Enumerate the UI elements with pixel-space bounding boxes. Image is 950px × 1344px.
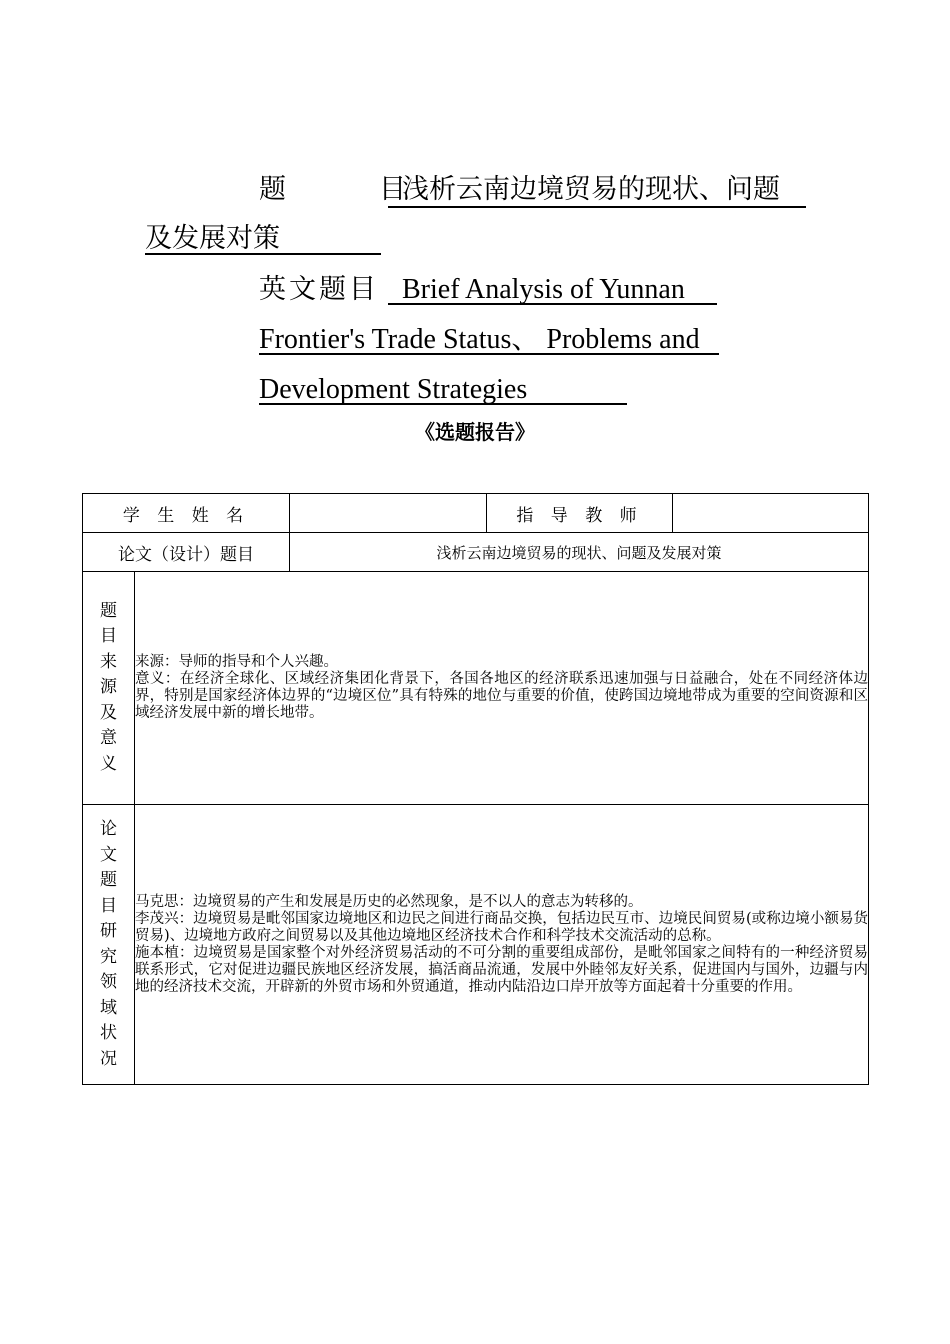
section1-label: 题 目 来 源 及 意 义 (83, 572, 135, 805)
student-name-label: 学 生 姓 名 (83, 494, 290, 533)
thesis-title-value: 浅析云南边境贸易的现状、问题及发展对策 (290, 533, 869, 572)
row-names (83, 494, 869, 533)
title-en-line2: Frontier's Trade Status、 Problems and (259, 326, 719, 355)
section2-limaoxing: 李茂兴：边境贸易是毗邻国家边境地区和边民之间进行商品交换，包括边民互市、边境民间贸易(或称边境小额易货贸易)、边境地方政府之间贸易以及其他边境地区经济技术合作和科学技术交流活动的总称。 (135, 910, 868, 944)
title-label-en: 英文题目 (259, 274, 379, 305)
section1-significance: 意义：在经济全球化、区域经济集团化背景下，各国各地区的经济联系迅速加强与日益融合，处在不同经济体边界，特别是国家经济体边界的“边境区位”具有特殊的地位与重要的价值，使跨国边境地带成为重要的空间资源和区域经济发展中新的增长地带。 (135, 671, 868, 721)
student-name-field[interactable] (290, 494, 487, 533)
title-en-line1: Brief Analysis of Yunnan (388, 276, 717, 305)
title-cn-line1: 浅析云南边境贸易的现状、问题 (388, 176, 806, 208)
advisor-label: 指 导 教 师 (487, 494, 673, 533)
row-thesis-title (83, 533, 869, 572)
section2-content (135, 805, 869, 1085)
advisor-field[interactable] (673, 494, 869, 533)
section1-source: 来源：导师的指导和个人兴趣。 (135, 654, 338, 670)
row-source-significance (83, 572, 869, 805)
row-research-status (83, 805, 869, 1085)
section2-shibenzhi: 施本植：边境贸易是国家整个对外经济贸易活动的不可分割的重要组成部份，是毗邻国家之间特有的一种经济贸易联系形式，它对促进边疆民族地区经济发展，搞活商品流通，发展中外睦邻友好关系，促进国内与国外，边疆与内地的经济技术交流，开辟新的外贸市场和外贸通道，推动内陆沿边口岸开放等方面起着十分重要的作用。 (135, 944, 868, 995)
report-title: 《选题报告》 (415, 420, 535, 444)
title-cn-line2: 及发展对策 (145, 225, 381, 255)
proposal-form-table (82, 493, 869, 1085)
title-en-line3: Development Strategies (259, 376, 627, 405)
section2-label: 论 文 题 目 研 究 领 域 状 况 (83, 805, 135, 1085)
thesis-title-label: 论文（设计）题目 (83, 533, 290, 572)
section1-content (135, 572, 869, 805)
title-label-cn: 题 目 (259, 174, 409, 205)
section2-marx: 马克思：边境贸易的产生和发展是历史的必然现象，是不以人的意志为转移的。 (135, 893, 643, 910)
